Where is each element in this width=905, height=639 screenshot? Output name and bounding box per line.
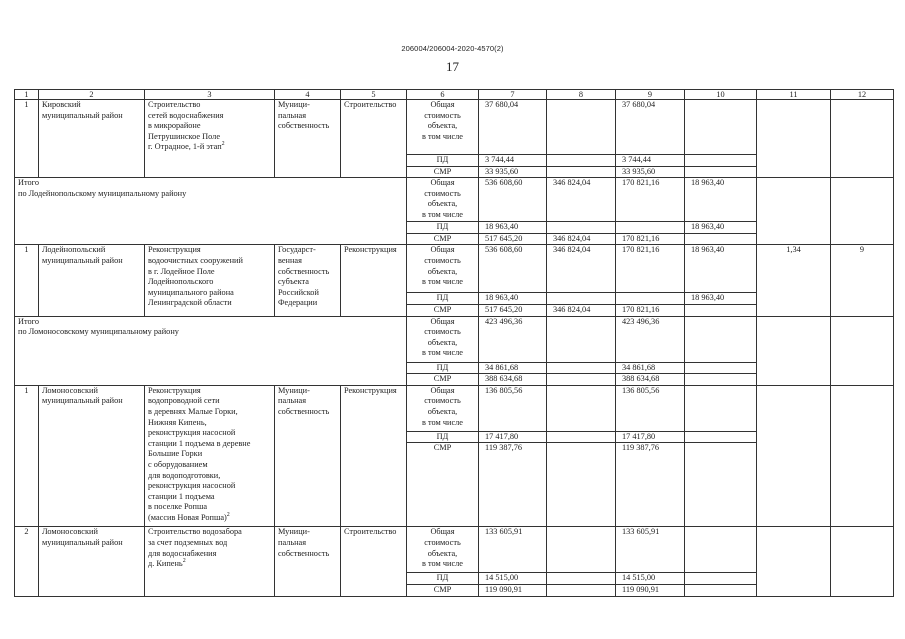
footnote-mark: 2 [182,558,186,565]
value-c10: 18 963,40 [685,178,757,222]
value-c8: 346 824,04 [547,245,616,293]
column-header-row [15,90,894,100]
object-cell [145,527,275,596]
column-header: 5 [341,90,407,100]
value-c12 [831,385,894,527]
table-row [15,385,894,431]
value-c8 [547,316,616,362]
value-c11 [757,527,831,596]
value-c7: 17 417,80 [479,431,547,443]
footnote-mark: 2 [221,141,225,148]
total-row [15,178,894,222]
value-c12: 9 [831,245,894,316]
value-c9: 170 821,16 [616,304,685,316]
value-c12 [831,316,894,385]
value-c10 [685,573,757,585]
value-c8: 346 824,04 [547,304,616,316]
value-c8 [547,155,616,167]
total-row [15,316,894,362]
value-c10 [685,100,757,155]
work-type-cell: Реконструкция [341,245,407,316]
cost-label: ПД [407,222,479,234]
column-header: 9 [616,90,685,100]
column-header: 6 [407,90,479,100]
value-c9: 119 090,91 [616,584,685,596]
value-c7: 18 963,40 [479,222,547,234]
value-c10 [685,316,757,362]
value-c7: 136 805,56 [479,385,547,431]
cost-label: СМР [407,584,479,596]
value-c9: 133 605,91 [616,527,685,573]
value-c7: 119 387,76 [479,443,547,527]
cost-label: СМР [407,304,479,316]
value-c9: 34 861,68 [616,362,685,374]
district-cell: Ломоносовский муниципальный район [39,527,145,596]
value-c8 [547,573,616,585]
value-c8 [547,443,616,527]
column-header: 7 [479,90,547,100]
cost-label: Общая стоимость объекта, в том числе [407,385,479,431]
district-cell: Ломоносовский муниципальный район [39,385,145,527]
value-c8 [547,527,616,573]
value-c7: 18 963,40 [479,293,547,305]
row-number: 1 [15,385,39,527]
value-c11 [757,385,831,527]
cost-label: СМР [407,443,479,527]
column-header: 11 [757,90,831,100]
row-number: 1 [15,245,39,316]
document-id: 206004/206004-2020-4570(2) [401,44,504,53]
value-c9: 170 821,16 [616,245,685,293]
column-header: 10 [685,90,757,100]
value-c7: 536 608,60 [479,178,547,222]
value-c11 [757,316,831,385]
value-c9: 33 935,60 [616,166,685,178]
column-header: 8 [547,90,616,100]
object-cell [145,245,275,316]
value-c8 [547,222,616,234]
value-c9 [616,222,685,234]
value-c9 [616,293,685,305]
value-c8 [547,584,616,596]
value-c10: 18 963,40 [685,245,757,293]
value-c8: 346 824,04 [547,178,616,222]
object-cell [145,100,275,178]
budget-table [14,89,894,597]
column-header: 2 [39,90,145,100]
district-cell: Лодейнопольский муниципальный район [39,245,145,316]
value-c11 [757,100,831,178]
table-row [15,527,894,573]
work-type-cell: Реконструкция [341,385,407,527]
table-row [15,245,894,293]
cost-label: ПД [407,362,479,374]
value-c8: 346 824,04 [547,233,616,245]
value-c9: 423 496,36 [616,316,685,362]
column-header: 4 [275,90,341,100]
value-c7: 133 605,91 [479,527,547,573]
object-name: Строительство сетей водоснабжения в микрорайоне Петрушинское Поле г. Отрадное, 1-й этап [148,100,224,152]
value-c9: 17 417,80 [616,431,685,443]
value-c10 [685,362,757,374]
cost-label: ПД [407,155,479,167]
value-c7: 37 680,04 [479,100,547,155]
column-header: 12 [831,90,894,100]
value-c10: 18 963,40 [685,222,757,234]
total-label: Итого по Лодейнопольскому муниципальному району [15,178,407,245]
value-c8 [547,374,616,386]
value-c7: 33 935,60 [479,166,547,178]
row-number: 1 [15,100,39,178]
value-c7: 3 744,44 [479,155,547,167]
value-c9: 3 744,44 [616,155,685,167]
total-label: Итого по Ломоносовскому муниципальному району [15,316,407,385]
value-c10 [685,584,757,596]
value-c9: 388 634,68 [616,374,685,386]
cost-label: СМР [407,166,479,178]
object-name: Строительство водозабора за счет подземных вод для водоснабжения д. Кипень [148,527,242,569]
value-c7: 14 515,00 [479,573,547,585]
value-c10 [685,385,757,431]
value-c7: 423 496,36 [479,316,547,362]
value-c9: 170 821,16 [616,233,685,245]
value-c7: 517 645,20 [479,233,547,245]
cost-label: СМР [407,233,479,245]
value-c9: 136 805,56 [616,385,685,431]
value-c12 [831,178,894,245]
cost-label: ПД [407,293,479,305]
value-c8 [547,385,616,431]
value-c8 [547,100,616,155]
value-c7: 119 090,91 [479,584,547,596]
value-c9: 170 821,16 [616,178,685,222]
cost-label: Общая стоимость объекта, в том числе [407,527,479,573]
value-c10 [685,304,757,316]
value-c10: 18 963,40 [685,293,757,305]
value-c7: 388 634,68 [479,374,547,386]
object-name: Реконструкция водопроводной сети в деревнях Малые Горки, Нижняя Кипень, реконструкция насосной станции 1 подъема в деревне Большие Горки с оборудованием для водоподготовки, реконструкция насосной станции 1 подъема в поселке Ропша (массив Новая Ропша) [148,385,251,522]
value-c9: 119 387,76 [616,443,685,527]
object-name: Реконструкция водоочистных сооружений в г. Лодейное Поле Лодейнопольского муниципального района Ленинградской области [148,245,243,308]
ownership-cell: Муници- пальная собственность [275,100,341,178]
value-c8 [547,431,616,443]
value-c10 [685,233,757,245]
value-c8 [547,166,616,178]
value-c8 [547,362,616,374]
cost-label: Общая стоимость объекта, в том числе [407,178,479,222]
value-c11: 1,34 [757,245,831,316]
value-c7: 34 861,68 [479,362,547,374]
column-header: 1 [15,90,39,100]
ownership-cell: Муници- пальная собственность [275,527,341,596]
cost-label: СМР [407,374,479,386]
work-type-cell: Строительство [341,527,407,596]
cost-label: Общая стоимость объекта, в том числе [407,100,479,155]
cost-label: Общая стоимость объекта, в том числе [407,316,479,362]
cost-label: Общая стоимость объекта, в том числе [407,245,479,293]
column-header: 3 [145,90,275,100]
value-c12 [831,100,894,178]
ownership-cell: Государст- венная собственность субъекта Российской Федерации [275,245,341,316]
value-c9: 37 680,04 [616,100,685,155]
value-c7: 517 645,20 [479,304,547,316]
value-c10 [685,166,757,178]
value-c8 [547,293,616,305]
page-number: 17 [446,59,459,74]
ownership-cell: Муници- пальная собственность [275,385,341,527]
value-c10 [685,155,757,167]
district-cell: Кировский муниципальный район [39,100,145,178]
work-type-cell: Строительство [341,100,407,178]
value-c10 [685,431,757,443]
value-c10 [685,443,757,527]
object-cell [145,385,275,527]
value-c12 [831,527,894,596]
value-c7: 536 608,60 [479,245,547,293]
cost-label: ПД [407,431,479,443]
cost-label: ПД [407,573,479,585]
row-number: 2 [15,527,39,596]
value-c11 [757,178,831,245]
value-c9: 14 515,00 [616,573,685,585]
value-c10 [685,527,757,573]
table-row [15,100,894,155]
value-c10 [685,374,757,386]
footnote-mark: 2 [226,512,230,519]
